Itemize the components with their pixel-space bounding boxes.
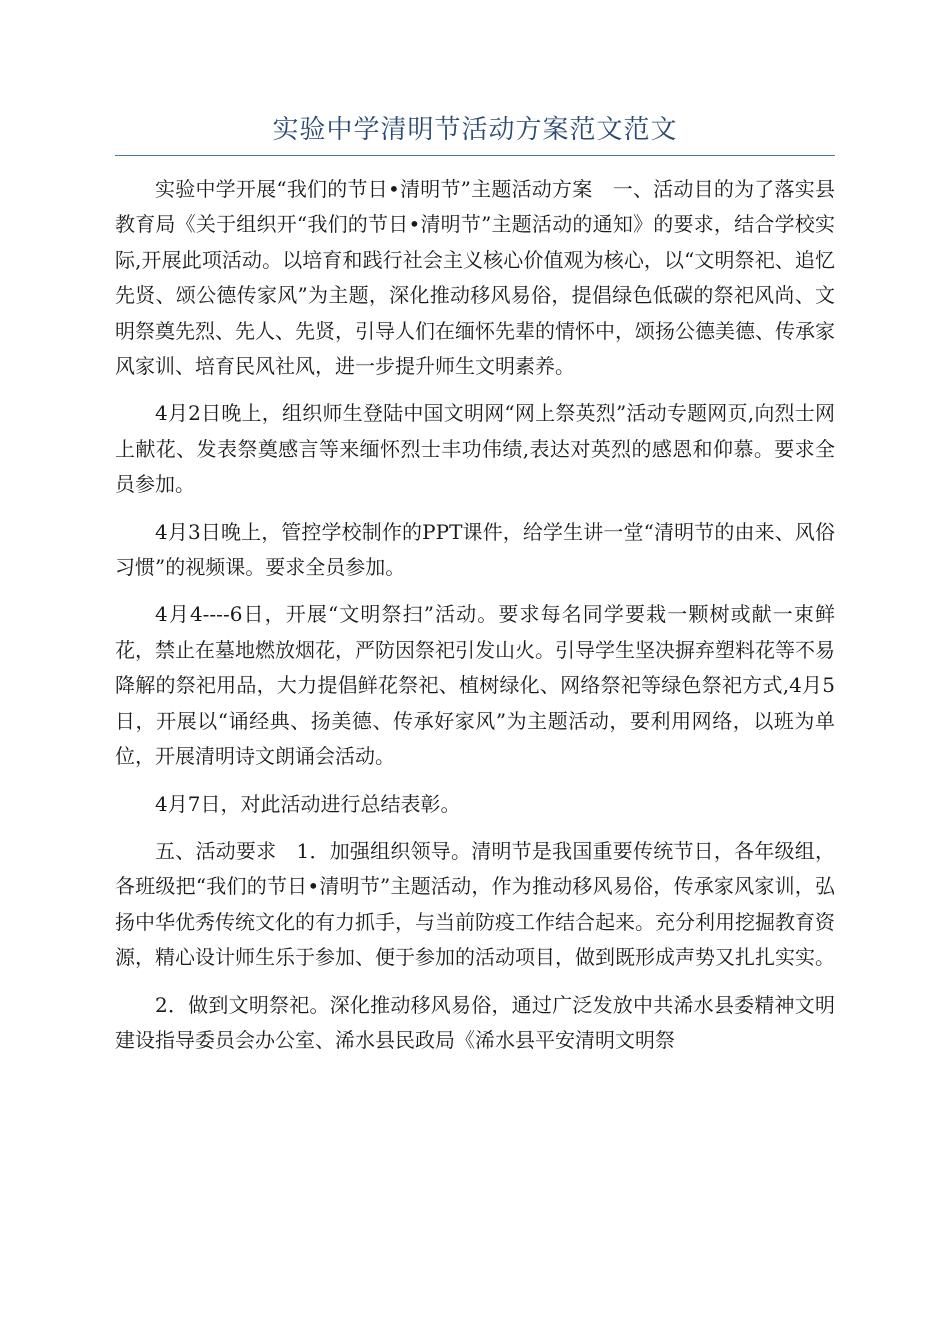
paragraph-april-3: 4月3日晚上，管控学校制作的PPT课件，给学生讲一堂“清明节的由来、风俗习惯”的视频课。要求全员参加。 [115, 519, 835, 580]
paragraph-april-7: 4月7日，对此活动进行总结表彰。 [155, 791, 461, 816]
document-body [115, 172, 835, 1070]
paragraph-requirements-2: 2．做到文明祭祀。深化推动移风易俗，通过广泛发放中共浠水县委精神文明建设指导委员会办公室、浠水县民政局《浠水县平安清明文明祭 [115, 992, 835, 1052]
paragraph-april-2: 4月2日晚上，组织师生登陆中国文明网“网上祭英烈”活动专题网页,向烈士网上献花、发表祭奠感言等来缅怀烈士丰功伟绩,表达对英烈的感恩和仰慕。要求全员参加。 [115, 401, 835, 497]
title-underline [115, 155, 835, 156]
document-title: 实验中学清明节活动方案范文范文 [272, 115, 678, 145]
paragraph-april-4-6: 4月4----6日，开展“文明祭扫”活动。要求每名同学要栽一颗树或献一束鲜花，禁止在墓地燃放烟花，严防因祭祀引发山火。引导学生坚决摒弃塑料花等不易降解的祭祀用品，大力提倡鲜花祭祀、植树绿化、网络祭祀等绿色祭祀方式,4月5日，开展以“诵经典、扬美德、传承好家风”为主题活动，要利用网络，以班为单位，开展清明诗文朗诵会活动。 [115, 602, 835, 769]
paragraph-activity-purpose: 实验中学开展“我们的节日•清明节”主题活动方案 一、活动目的为了落实县教育局《关于组织开“我们的节日•清明节”主题活动的通知》的要求，结合学校实际,开展此项活动。以培育和践行社会主义核心价值观为核心，以“文明祭祀、追忆先贤、颂公德传家风”为主题，深化推动移风易俗，提倡绿色低碳的祭祀风尚、文明祭奠先烈、先人、先贤，引导人们在缅怀先辈的情怀中，颂扬公德美德、传承家风家训、培育民风社风，进一步提升师生文明素养。 [115, 177, 835, 379]
paragraph-requirements-1: 五、活动要求 1．加强组织领导。清明节是我国重要传统节日，各年级组，各班级把“我们的节日•清明节”主题活动，作为推动移风易俗，传承家风家训，弘扬中华优秀传统文化的有力抓手，与当前防疫工作结合起来。充分利用挖掘教育资源，精心设计师生乐于参加、便于参加的活动项目，做到既形成声势又扎扎实实。 [115, 838, 835, 970]
